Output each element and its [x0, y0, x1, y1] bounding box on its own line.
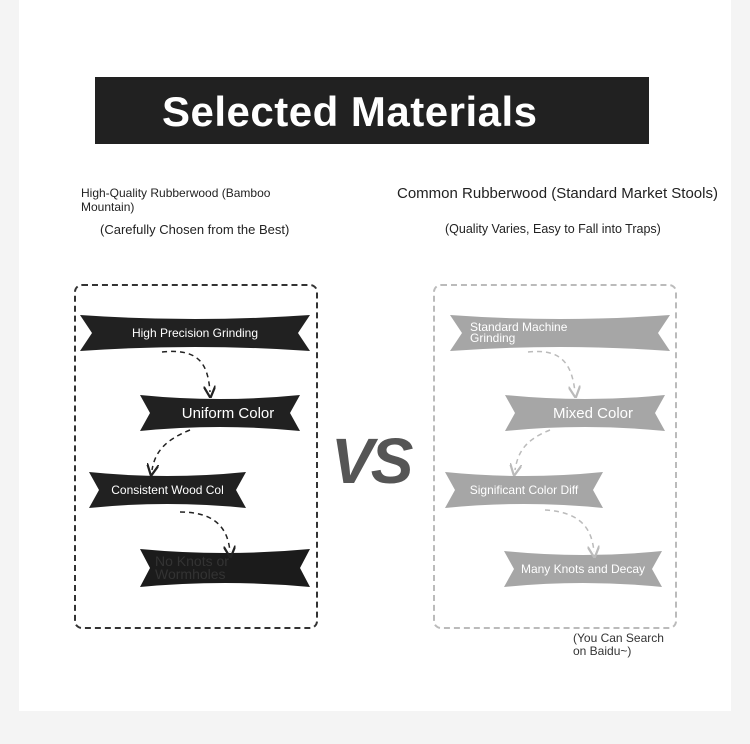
left-ribbon-3-label: Consistent Wood Col: [111, 483, 224, 497]
left-ribbon-2-label: Uniform Color: [181, 404, 275, 422]
arrow-right-1: [528, 351, 575, 392]
right-ribbon-4-label: Many Knots and Decay: [520, 562, 646, 576]
left-heading: High-Quality Rubberwood (Bamboo Mountain): [81, 186, 271, 214]
right-ribbon-3-label: Significant Color Diff: [469, 483, 579, 497]
left-ribbon-1-label: High Precision Grinding: [131, 326, 259, 340]
footnote: (You Can Search on Baidu~): [573, 631, 664, 658]
right-heading: Common Rubberwood (Standard Market Stools): [397, 185, 718, 202]
right-ribbon-2-label: Mixed Color: [552, 404, 634, 422]
left-ribbon-4-label: No Knots or Wormholes: [155, 553, 229, 582]
arrow-right-2: [515, 430, 550, 470]
arrow-left-1: [162, 351, 210, 392]
arrow-right-3: [545, 510, 594, 552]
right-subheading: (Quality Varies, Easy to Fall into Traps): [445, 222, 661, 236]
left-subheading: (Carefully Chosen from the Best): [100, 222, 290, 237]
right-ribbon-1-label: Standard Machine Grinding: [470, 320, 568, 345]
arrow-left-3: [180, 512, 230, 552]
arrow-left-2: [152, 430, 190, 470]
vs-label: VS: [331, 425, 411, 497]
page-title: Selected Materials: [162, 88, 538, 135]
